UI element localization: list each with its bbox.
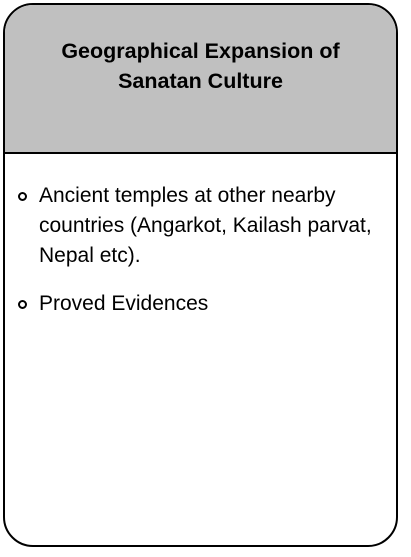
card-title: Geographical Expansion of Sanatan Culture: [61, 39, 340, 93]
card-header: [5, 5, 396, 154]
bullet-text: Proved Evidences: [39, 292, 209, 315]
bullet-list: [5, 181, 396, 337]
circle-bullet-icon: [18, 300, 27, 309]
bullet-text: Ancient temples at other nearby countries (Angarkot, Kailash parvat, Nepal etc).: [39, 184, 372, 267]
circle-bullet-icon: [18, 192, 27, 201]
expansion-card: [3, 3, 398, 547]
bullet-item: [5, 289, 396, 319]
bullet-item: [5, 181, 396, 271]
